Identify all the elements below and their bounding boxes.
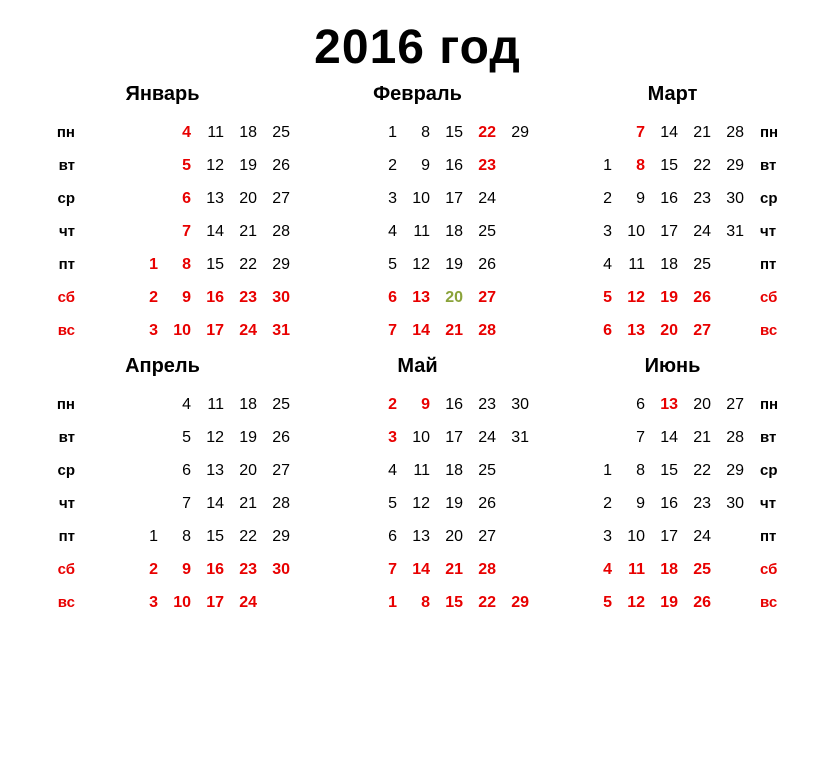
weekday-row bbox=[545, 116, 744, 149]
weekday-row bbox=[306, 388, 529, 421]
day-cell[interactable]: 4 bbox=[388, 461, 397, 479]
day-cell[interactable]: 26 bbox=[272, 428, 290, 446]
day-cell[interactable]: 3 bbox=[603, 222, 612, 240]
day-cell[interactable]: 25 bbox=[272, 123, 290, 141]
day-cell[interactable]: 29 bbox=[511, 593, 529, 611]
weekday-row bbox=[75, 215, 290, 248]
day-cell[interactable]: 13 bbox=[627, 321, 645, 339]
day-cell[interactable]: 23 bbox=[478, 395, 496, 413]
month-name: Март bbox=[647, 82, 698, 105]
weekday-label-вт: вт bbox=[58, 428, 75, 446]
weekday-row bbox=[545, 215, 744, 248]
day-cell[interactable]: 15 bbox=[660, 461, 678, 479]
day-cell[interactable]: 12 bbox=[206, 156, 224, 174]
day-cell[interactable]: 20 bbox=[445, 527, 463, 545]
day-cell[interactable]: 18 bbox=[660, 560, 678, 578]
day-cell[interactable]: 14 bbox=[412, 560, 430, 578]
weekday-row bbox=[545, 553, 744, 586]
day-cell[interactable]: 1 bbox=[603, 461, 612, 479]
day-cell[interactable]: 23 bbox=[693, 189, 711, 207]
weekday-label-вт: вт bbox=[760, 428, 777, 446]
day-cell[interactable]: 18 bbox=[445, 461, 463, 479]
day-cell[interactable]: 22 bbox=[693, 461, 711, 479]
weekday-row bbox=[306, 421, 529, 454]
weekday-label-вс: вс bbox=[57, 593, 75, 611]
day-cell[interactable]: 6 bbox=[182, 189, 191, 207]
weekday-label-чт: чт bbox=[58, 222, 75, 240]
weekday-row bbox=[545, 182, 744, 215]
day-cell[interactable]: 11 bbox=[207, 123, 224, 141]
weekday-label-вт: вт bbox=[58, 156, 75, 174]
day-cell[interactable]: 8 bbox=[421, 123, 430, 141]
quarter-row bbox=[0, 83, 835, 347]
day-cell[interactable]: 17 bbox=[445, 428, 463, 446]
day-cell[interactable]: 17 bbox=[445, 189, 463, 207]
quarter-row bbox=[0, 355, 835, 619]
day-cell[interactable]: 21 bbox=[445, 321, 463, 339]
day-cell[interactable]: 11 bbox=[628, 255, 645, 273]
month-block bbox=[545, 83, 800, 347]
day-cell[interactable]: 16 bbox=[206, 560, 224, 578]
day-cell[interactable]: 17 bbox=[660, 527, 678, 545]
day-cell[interactable]: 5 bbox=[603, 593, 612, 611]
day-cell[interactable]: 14 bbox=[206, 222, 224, 240]
day-cell[interactable]: 24 bbox=[239, 593, 257, 611]
weekday-row bbox=[306, 281, 529, 314]
month-name: Май bbox=[397, 354, 438, 377]
day-cell[interactable]: 21 bbox=[693, 123, 711, 141]
day-cell[interactable]: 29 bbox=[511, 123, 529, 141]
day-cell[interactable]: 14 bbox=[206, 494, 224, 512]
day-cell[interactable]: 23 bbox=[239, 288, 257, 306]
weekday-label-сб: сб bbox=[57, 288, 75, 306]
day-cell[interactable]: 19 bbox=[445, 255, 463, 273]
weekday-label-column bbox=[744, 116, 800, 347]
weekday-row bbox=[545, 454, 744, 487]
day-cell[interactable]: 19 bbox=[445, 494, 463, 512]
weekday-label-ср: ср bbox=[760, 461, 778, 479]
day-cell[interactable]: 21 bbox=[239, 222, 257, 240]
day-cell[interactable]: 5 bbox=[182, 428, 191, 446]
day-cell[interactable]: 20 bbox=[660, 321, 678, 339]
day-cell[interactable]: 29 bbox=[726, 461, 744, 479]
day-cell[interactable]: 8 bbox=[636, 156, 645, 174]
day-cell[interactable]: 4 bbox=[388, 222, 397, 240]
month-name: Февраль bbox=[373, 82, 462, 105]
weekday-row bbox=[545, 487, 744, 520]
weekday-label-column bbox=[744, 388, 800, 619]
day-cell[interactable]: 30 bbox=[272, 288, 290, 306]
month-block bbox=[545, 355, 800, 619]
weekday-row bbox=[75, 182, 290, 215]
day-cell[interactable]: 24 bbox=[693, 222, 711, 240]
day-cell[interactable]: 28 bbox=[478, 321, 496, 339]
day-cell[interactable]: 24 bbox=[478, 189, 496, 207]
day-cell[interactable]: 26 bbox=[478, 494, 496, 512]
day-cell[interactable]: 17 bbox=[206, 321, 224, 339]
day-cell[interactable]: 2 bbox=[149, 560, 158, 578]
weekday-row bbox=[75, 586, 290, 619]
day-cell[interactable]: 1 bbox=[149, 527, 158, 545]
weekday-label-чт: чт bbox=[760, 494, 777, 512]
weekday-label-column bbox=[35, 116, 75, 347]
day-cell[interactable]: 6 bbox=[388, 288, 397, 306]
day-cell[interactable]: 15 bbox=[445, 593, 463, 611]
grid-spacer bbox=[290, 116, 306, 347]
day-cell[interactable]: 5 bbox=[388, 494, 397, 512]
day-cell[interactable]: 10 bbox=[412, 428, 430, 446]
day-cell[interactable]: 14 bbox=[660, 123, 678, 141]
day-cell[interactable]: 9 bbox=[182, 288, 191, 306]
day-cell[interactable]: 3 bbox=[603, 527, 612, 545]
weekday-label-вс: вс bbox=[57, 321, 75, 339]
day-cell[interactable]: 2 bbox=[603, 189, 612, 207]
weekday-row bbox=[306, 553, 529, 586]
day-cell[interactable]: 26 bbox=[693, 593, 711, 611]
weekday-label-пн: пн bbox=[56, 123, 75, 141]
day-cell[interactable]: 26 bbox=[272, 156, 290, 174]
day-cell[interactable]: 20 bbox=[239, 189, 257, 207]
page-title: 2016 год bbox=[314, 21, 521, 74]
day-cell[interactable]: 1 bbox=[388, 123, 397, 141]
day-cell[interactable]: 19 bbox=[239, 428, 257, 446]
day-cell[interactable]: 12 bbox=[627, 593, 645, 611]
weekday-label-сб: сб bbox=[760, 288, 778, 306]
month-grid bbox=[290, 388, 545, 619]
day-cell[interactable]: 12 bbox=[627, 288, 645, 306]
calendar-page bbox=[0, 22, 835, 769]
weekday-row bbox=[306, 487, 529, 520]
weekday-row bbox=[75, 281, 290, 314]
weekday-label-column bbox=[35, 388, 75, 619]
day-cell[interactable]: 5 bbox=[388, 255, 397, 273]
day-cell[interactable]: 23 bbox=[693, 494, 711, 512]
day-cell[interactable]: 15 bbox=[206, 527, 224, 545]
day-cell[interactable]: 29 bbox=[272, 255, 290, 273]
month-grid bbox=[545, 388, 800, 619]
day-cell[interactable]: 17 bbox=[206, 593, 224, 611]
weekday-row bbox=[306, 182, 529, 215]
weekday-label-пн: пн bbox=[56, 395, 75, 413]
day-cell[interactable]: 10 bbox=[627, 222, 645, 240]
month-block bbox=[35, 83, 290, 347]
weekday-row bbox=[545, 149, 744, 182]
day-cell[interactable]: 28 bbox=[272, 222, 290, 240]
weekday-label-ср: ср bbox=[760, 189, 778, 207]
day-cell[interactable]: 13 bbox=[412, 288, 430, 306]
day-cell[interactable]: 22 bbox=[239, 255, 257, 273]
weekday-label-пн: пн bbox=[760, 395, 779, 413]
day-cell[interactable]: 5 bbox=[603, 288, 612, 306]
month-grid bbox=[290, 116, 545, 347]
weekday-row bbox=[545, 586, 744, 619]
weekday-label-пн: пн bbox=[760, 123, 779, 141]
day-cell[interactable]: 7 bbox=[636, 123, 645, 141]
weekday-row bbox=[75, 487, 290, 520]
day-cell[interactable]: 23 bbox=[478, 156, 496, 174]
day-cell[interactable]: 8 bbox=[636, 461, 645, 479]
month-block bbox=[35, 355, 290, 619]
month-grid bbox=[545, 116, 800, 347]
month-name: Апрель bbox=[125, 354, 200, 377]
day-cell[interactable]: 2 bbox=[388, 156, 397, 174]
weekday-label-пт: пт bbox=[760, 527, 777, 545]
month-name: Январь bbox=[125, 82, 200, 105]
day-cell[interactable]: 3 bbox=[149, 593, 158, 611]
weekday-label-пт: пт bbox=[760, 255, 777, 273]
day-cell[interactable]: 10 bbox=[173, 593, 191, 611]
day-cell[interactable]: 29 bbox=[726, 156, 744, 174]
day-cell[interactable]: 30 bbox=[726, 189, 744, 207]
day-cell[interactable]: 12 bbox=[206, 428, 224, 446]
day-cell[interactable]: 18 bbox=[445, 222, 463, 240]
weekday-label-чт: чт bbox=[58, 494, 75, 512]
day-cell[interactable]: 13 bbox=[206, 189, 224, 207]
day-cell[interactable]: 31 bbox=[726, 222, 744, 240]
day-cell[interactable]: 10 bbox=[627, 527, 645, 545]
day-cell[interactable]: 2 bbox=[603, 494, 612, 512]
day-cell[interactable]: 15 bbox=[206, 255, 224, 273]
day-cell[interactable]: 22 bbox=[239, 527, 257, 545]
day-cell[interactable]: 19 bbox=[660, 288, 678, 306]
day-cell[interactable]: 11 bbox=[413, 461, 430, 479]
day-cell[interactable]: 8 bbox=[182, 527, 191, 545]
day-cell[interactable]: 19 bbox=[660, 593, 678, 611]
day-cell[interactable]: 21 bbox=[693, 428, 711, 446]
weekday-row bbox=[306, 215, 529, 248]
day-cell[interactable]: 27 bbox=[693, 321, 711, 339]
day-cell[interactable]: 4 bbox=[603, 255, 612, 273]
weekday-row bbox=[306, 314, 529, 347]
weeks-container bbox=[306, 116, 529, 347]
weekday-label-чт: чт bbox=[760, 222, 777, 240]
day-cell[interactable]: 1 bbox=[388, 593, 397, 611]
month-block bbox=[290, 355, 545, 619]
day-cell[interactable]: 17 bbox=[660, 222, 678, 240]
weeks-container bbox=[75, 388, 290, 619]
day-cell[interactable]: 1 bbox=[603, 156, 612, 174]
day-cell[interactable]: 6 bbox=[636, 395, 645, 413]
day-cell[interactable]: 30 bbox=[726, 494, 744, 512]
weekday-row bbox=[75, 421, 290, 454]
day-cell[interactable]: 6 bbox=[182, 461, 191, 479]
weekday-row bbox=[545, 421, 744, 454]
day-cell[interactable]: 10 bbox=[412, 189, 430, 207]
weekday-row bbox=[545, 281, 744, 314]
day-cell[interactable]: 9 bbox=[182, 560, 191, 578]
weeks-container bbox=[545, 116, 744, 347]
month-block bbox=[290, 83, 545, 347]
day-cell[interactable]: 10 bbox=[173, 321, 191, 339]
weekday-row bbox=[306, 248, 529, 281]
day-cell[interactable]: 28 bbox=[272, 494, 290, 512]
day-cell[interactable]: 16 bbox=[445, 395, 463, 413]
day-cell[interactable]: 15 bbox=[445, 123, 463, 141]
day-cell[interactable]: 18 bbox=[239, 123, 257, 141]
day-cell[interactable]: 8 bbox=[182, 255, 191, 273]
weekday-row bbox=[306, 149, 529, 182]
day-cell[interactable]: 7 bbox=[182, 222, 191, 240]
day-cell[interactable]: 16 bbox=[206, 288, 224, 306]
day-cell[interactable]: 15 bbox=[660, 156, 678, 174]
day-cell[interactable]: 8 bbox=[421, 593, 430, 611]
day-cell[interactable]: 27 bbox=[272, 189, 290, 207]
day-cell[interactable]: 9 bbox=[421, 395, 430, 413]
day-cell[interactable]: 29 bbox=[272, 527, 290, 545]
day-cell[interactable]: 27 bbox=[726, 395, 744, 413]
weekday-row bbox=[75, 520, 290, 553]
day-cell[interactable]: 9 bbox=[421, 156, 430, 174]
weekday-row bbox=[545, 520, 744, 553]
weeks-container bbox=[75, 116, 290, 347]
weekday-row bbox=[306, 586, 529, 619]
day-cell[interactable]: 4 bbox=[182, 123, 191, 141]
day-cell[interactable]: 4 bbox=[182, 395, 191, 413]
day-cell[interactable]: 28 bbox=[726, 123, 744, 141]
day-cell[interactable]: 25 bbox=[272, 395, 290, 413]
month-grid bbox=[35, 116, 290, 347]
weeks-container bbox=[545, 388, 744, 619]
day-cell[interactable]: 4 bbox=[603, 560, 612, 578]
day-cell[interactable]: 7 bbox=[182, 494, 191, 512]
day-cell[interactable]: 14 bbox=[412, 321, 430, 339]
day-cell[interactable]: 9 bbox=[636, 494, 645, 512]
weekday-row bbox=[75, 553, 290, 586]
grid-spacer bbox=[529, 116, 545, 347]
day-cell[interactable]: 24 bbox=[478, 428, 496, 446]
day-cell[interactable]: 20 bbox=[693, 395, 711, 413]
day-cell[interactable]: 3 bbox=[388, 189, 397, 207]
day-cell[interactable]: 31 bbox=[511, 428, 529, 446]
day-cell[interactable]: 25 bbox=[693, 560, 711, 578]
day-cell[interactable]: 16 bbox=[660, 189, 678, 207]
day-cell[interactable]: 23 bbox=[239, 560, 257, 578]
day-cell[interactable]: 6 bbox=[388, 527, 397, 545]
day-cell[interactable]: 30 bbox=[511, 395, 529, 413]
day-cell[interactable]: 19 bbox=[239, 156, 257, 174]
day-cell[interactable]: 24 bbox=[693, 527, 711, 545]
weekday-row bbox=[306, 116, 529, 149]
day-cell[interactable]: 12 bbox=[412, 255, 430, 273]
weekday-row bbox=[75, 149, 290, 182]
weekday-row bbox=[75, 314, 290, 347]
day-cell[interactable]: 7 bbox=[388, 321, 397, 339]
day-cell[interactable]: 13 bbox=[206, 461, 224, 479]
month-grid bbox=[35, 388, 290, 619]
day-cell[interactable]: 27 bbox=[272, 461, 290, 479]
day-cell[interactable]: 25 bbox=[478, 222, 496, 240]
weekday-row bbox=[306, 520, 529, 553]
day-cell[interactable]: 18 bbox=[239, 395, 257, 413]
day-cell[interactable]: 2 bbox=[388, 395, 397, 413]
day-cell[interactable]: 3 bbox=[388, 428, 397, 446]
day-cell[interactable]: 27 bbox=[478, 288, 496, 306]
day-cell[interactable]: 25 bbox=[693, 255, 711, 273]
weekday-label-ср: ср bbox=[57, 189, 75, 207]
day-cell[interactable]: 1 bbox=[149, 255, 158, 273]
day-cell[interactable]: 11 bbox=[207, 395, 224, 413]
grid-spacer bbox=[290, 388, 306, 619]
day-cell[interactable]: 20 bbox=[445, 288, 463, 306]
weekday-row bbox=[75, 116, 290, 149]
weekday-row bbox=[545, 248, 744, 281]
weekday-label-пт: пт bbox=[58, 527, 75, 545]
day-cell[interactable]: 26 bbox=[478, 255, 496, 273]
weekday-row bbox=[75, 248, 290, 281]
day-cell[interactable]: 5 bbox=[182, 156, 191, 174]
weekday-row bbox=[545, 314, 744, 347]
day-cell[interactable]: 31 bbox=[272, 321, 290, 339]
day-cell[interactable]: 21 bbox=[445, 560, 463, 578]
day-cell[interactable]: 26 bbox=[693, 288, 711, 306]
day-cell[interactable]: 11 bbox=[413, 222, 430, 240]
day-cell[interactable]: 7 bbox=[388, 560, 397, 578]
weekday-row bbox=[306, 454, 529, 487]
day-cell[interactable]: 22 bbox=[693, 156, 711, 174]
grid-spacer bbox=[529, 388, 545, 619]
day-cell[interactable]: 6 bbox=[603, 321, 612, 339]
weekday-label-пт: пт bbox=[58, 255, 75, 273]
weekday-label-вс: вс bbox=[760, 593, 778, 611]
day-cell[interactable]: 11 bbox=[628, 560, 645, 578]
weekday-row bbox=[75, 454, 290, 487]
day-cell[interactable]: 28 bbox=[478, 560, 496, 578]
day-cell[interactable]: 18 bbox=[660, 255, 678, 273]
weekday-label-сб: сб bbox=[57, 560, 75, 578]
day-cell[interactable]: 27 bbox=[478, 527, 496, 545]
day-cell[interactable]: 12 bbox=[412, 494, 430, 512]
day-cell[interactable]: 16 bbox=[445, 156, 463, 174]
day-cell[interactable]: 24 bbox=[239, 321, 257, 339]
day-cell[interactable]: 9 bbox=[636, 189, 645, 207]
weekday-label-вс: вс bbox=[760, 321, 778, 339]
day-cell[interactable]: 25 bbox=[478, 461, 496, 479]
day-cell[interactable]: 20 bbox=[239, 461, 257, 479]
day-cell[interactable]: 16 bbox=[660, 494, 678, 512]
day-cell[interactable]: 13 bbox=[412, 527, 430, 545]
weekday-row bbox=[545, 388, 744, 421]
day-cell[interactable]: 30 bbox=[272, 560, 290, 578]
weeks-container bbox=[306, 388, 529, 619]
weekday-label-вт: вт bbox=[760, 156, 777, 174]
day-cell[interactable]: 14 bbox=[660, 428, 678, 446]
weekday-label-сб: сб bbox=[760, 560, 778, 578]
day-cell[interactable]: 3 bbox=[149, 321, 158, 339]
day-cell[interactable]: 22 bbox=[478, 123, 496, 141]
day-cell[interactable]: 13 bbox=[660, 395, 678, 413]
day-cell[interactable]: 7 bbox=[636, 428, 645, 446]
month-name: Июнь bbox=[644, 354, 701, 377]
day-cell[interactable]: 28 bbox=[726, 428, 744, 446]
weekday-label-ср: ср bbox=[57, 461, 75, 479]
quarters-container bbox=[0, 83, 835, 619]
day-cell[interactable]: 22 bbox=[478, 593, 496, 611]
weekday-row bbox=[75, 388, 290, 421]
day-cell[interactable]: 2 bbox=[149, 288, 158, 306]
day-cell[interactable]: 21 bbox=[239, 494, 257, 512]
